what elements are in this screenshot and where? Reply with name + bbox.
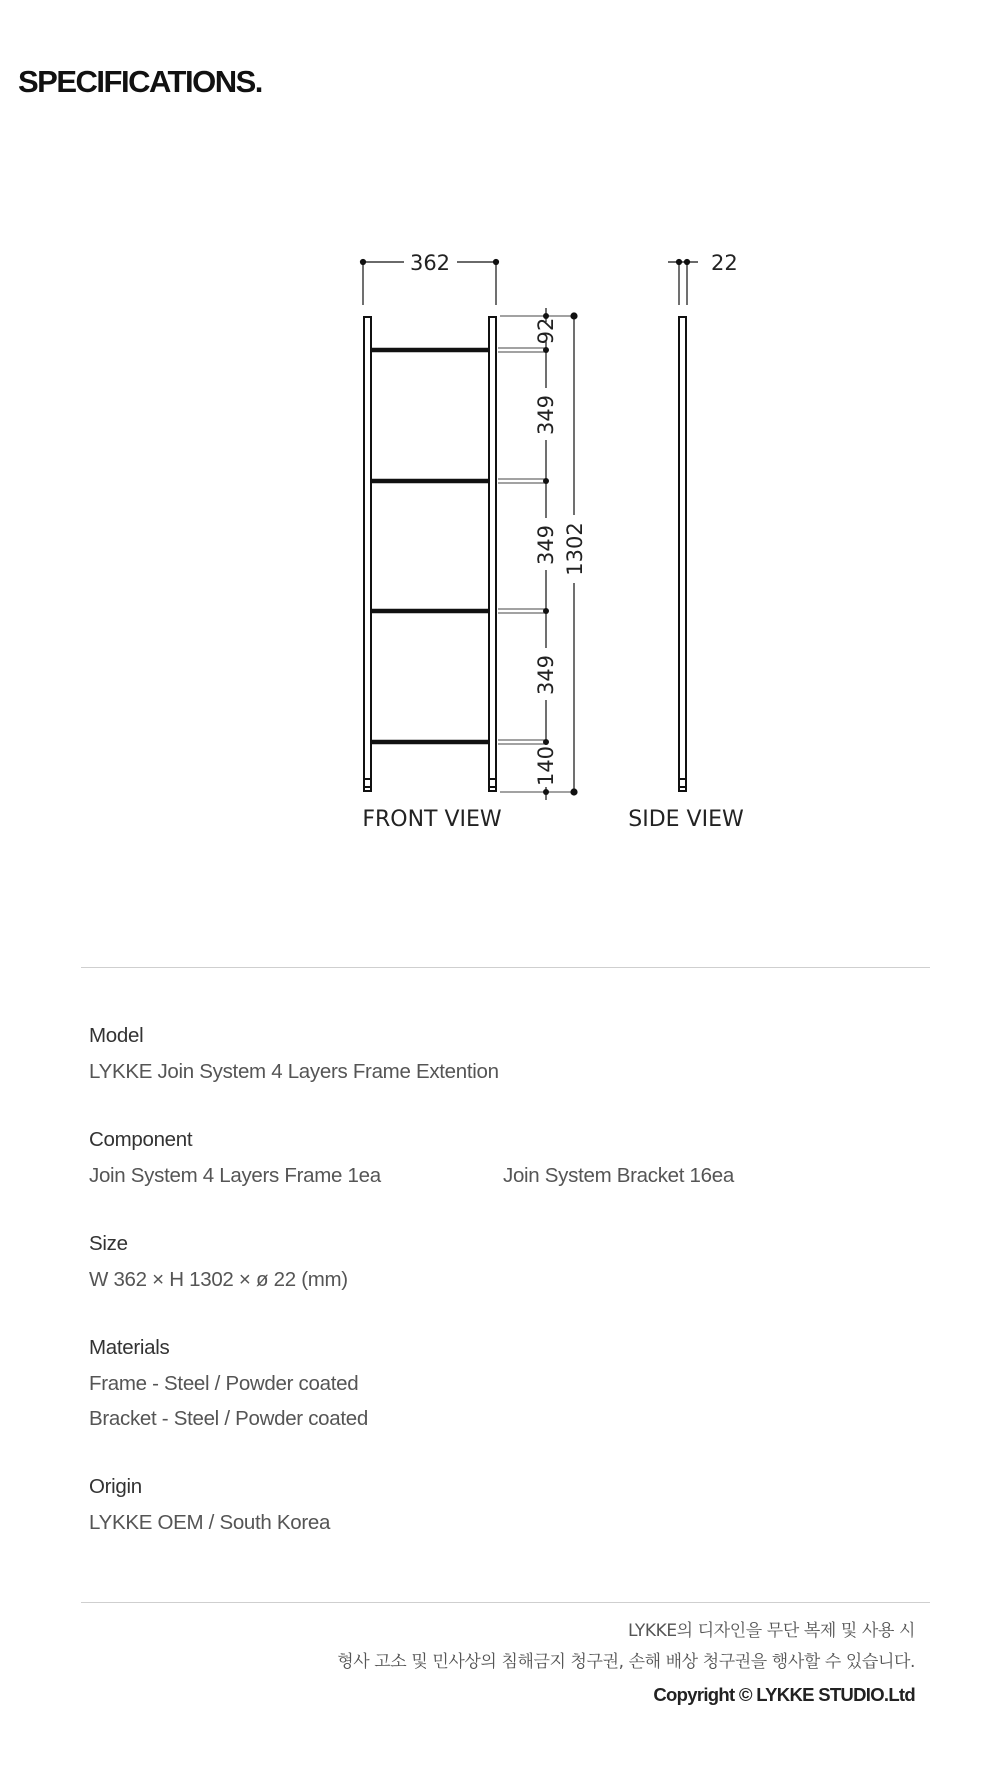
side-view-frame <box>679 317 686 791</box>
segment-dim-label-5: 140 <box>534 745 558 787</box>
spec-component <box>89 1122 929 1193</box>
front-view-frame <box>364 317 496 791</box>
footer-warning-line-2: 형사 고소 및 민사상의 침해금지 청구권, 손해 배상 청구권을 행사할 수 있습니다. <box>337 1652 915 1672</box>
spec-label-size: Size <box>89 1232 128 1255</box>
spec-materials <box>89 1330 929 1436</box>
side-view-label: SIDE VIEW <box>628 807 744 832</box>
component-item-frame: Join System 4 Layers Frame 1ea <box>89 1164 381 1187</box>
spec-value-materials-bracket: Bracket - Steel / Powder coated <box>89 1407 368 1430</box>
front-view-label: FRONT VIEW <box>362 807 502 832</box>
spec-value-origin: LYKKE OEM / South Korea <box>89 1511 331 1534</box>
segment-dim-label-2: 349 <box>534 394 558 436</box>
spec-label-component: Component <box>89 1128 193 1151</box>
width-dim-label: 362 <box>409 251 451 275</box>
spec-origin <box>89 1469 929 1540</box>
spec-label-materials: Materials <box>89 1336 170 1359</box>
total-height-dim-label: 1302 <box>563 522 587 576</box>
spec-value-materials-frame: Frame - Steel / Powder coated <box>89 1372 359 1395</box>
spec-list <box>89 1018 929 1573</box>
segment-dim-label-1: 92 <box>534 317 558 345</box>
spec-value-size: W 362 × H 1302 × ø 22 (mm) <box>89 1268 348 1291</box>
spec-size <box>89 1226 929 1297</box>
component-row <box>89 1158 929 1193</box>
copyright-text: Copyright © LYKKE STUDIO.Ltd <box>653 1684 915 1705</box>
footer-notice <box>337 1616 915 1712</box>
spec-label-model: Model <box>89 1024 144 1047</box>
component-item-bracket: Join System Bracket 16ea <box>503 1164 734 1187</box>
divider-top <box>81 967 930 968</box>
front-view-shelves <box>371 350 489 742</box>
depth-dim-label: 22 <box>711 251 738 275</box>
spec-value-model: LYKKE Join System 4 Layers Frame Extention <box>89 1060 499 1083</box>
spec-model <box>89 1018 929 1089</box>
depth-dimension <box>668 260 698 306</box>
divider-bottom <box>81 1602 930 1603</box>
footer-warning-line-1: LYKKE의 디자인을 무단 복제 및 사용 시 <box>628 1621 915 1641</box>
segment-dim-label-3: 349 <box>534 524 558 566</box>
spec-label-origin: Origin <box>89 1475 142 1498</box>
segment-dim-label-4: 349 <box>534 654 558 696</box>
page-title: SPECIFICATIONS. <box>18 64 262 99</box>
